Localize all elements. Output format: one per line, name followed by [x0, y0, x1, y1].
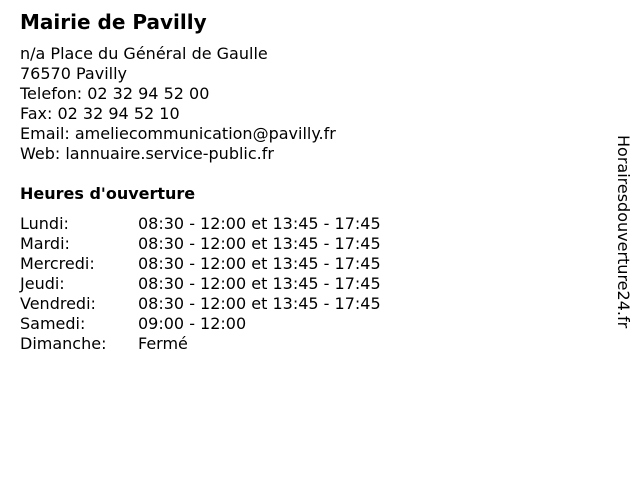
site-watermark: Horairesdouverture24.fr	[614, 135, 633, 329]
email-line: Email: ameliecommunication@pavilly.fr	[20, 124, 336, 143]
hours-row-thursday	[20, 274, 381, 294]
time-value: 08:30 - 12:00 et 13:45 - 17:45	[138, 274, 381, 293]
time-value: 08:30 - 12:00 et 13:45 - 17:45	[138, 254, 381, 273]
hours-row-monday	[20, 214, 381, 234]
fax-line: Fax: 02 32 94 52 10	[20, 104, 180, 123]
time-value: 08:30 - 12:00 et 13:45 - 17:45	[138, 294, 381, 313]
web-line: Web: lannuaire.service-public.fr	[20, 144, 274, 163]
postal-city: 76570 Pavilly	[20, 64, 127, 83]
day-label: Vendredi:	[20, 294, 96, 313]
day-label: Lundi:	[20, 214, 69, 233]
day-label: Mercredi:	[20, 254, 95, 273]
hours-row-sunday	[20, 334, 381, 354]
hours-row-wednesday	[20, 254, 381, 274]
day-label: Jeudi:	[20, 274, 65, 293]
time-value: 08:30 - 12:00 et 13:45 - 17:45	[138, 234, 381, 253]
time-value: 09:00 - 12:00	[138, 314, 247, 333]
hours-row-tuesday	[20, 234, 381, 254]
day-label: Dimanche:	[20, 334, 107, 353]
address-block	[20, 44, 336, 164]
phone-line: Telefon: 02 32 94 52 00	[20, 84, 210, 103]
page-title: Mairie de Pavilly	[20, 10, 207, 34]
hours-row-friday	[20, 294, 381, 314]
day-label: Samedi:	[20, 314, 86, 333]
time-value: Fermé	[138, 334, 188, 353]
time-value: 08:30 - 12:00 et 13:45 - 17:45	[138, 214, 381, 233]
opening-hours-table	[20, 214, 381, 354]
day-label: Mardi:	[20, 234, 70, 253]
hours-heading: Heures d'ouverture	[20, 184, 196, 203]
hours-row-saturday	[20, 314, 381, 334]
street-address: n/a Place du Général de Gaulle	[20, 44, 268, 63]
